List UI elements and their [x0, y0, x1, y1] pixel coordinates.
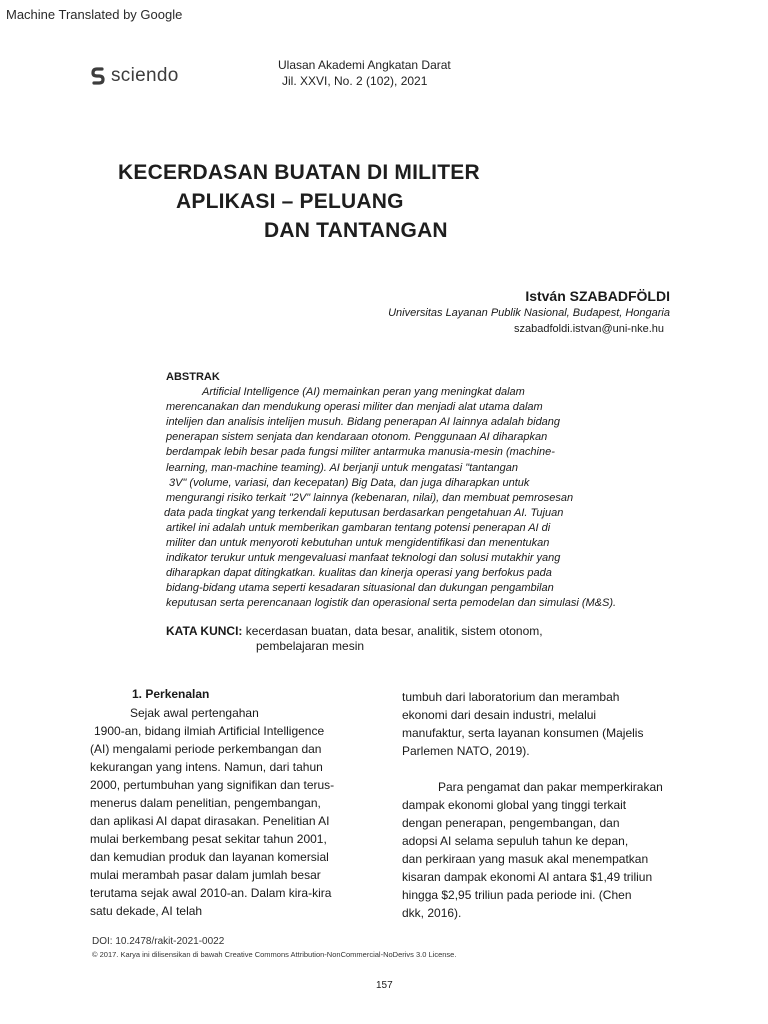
body-line: mulai berkembang pesat sekitar tahun 2001, — [90, 832, 327, 846]
body-line: menerus dalam penelitian, pengembangan, — [90, 796, 321, 810]
abstract-line: 3V" (volume, variasi, dan kecepatan) Big Data, dan juga diharapkan untuk — [169, 476, 530, 489]
abstract-line: artikel ini adalah untuk memberikan gambaran tentang potensi penerapan AI di — [166, 521, 551, 534]
doi[interactable]: DOI: 10.2478/rakit-2021-0022 — [92, 936, 225, 947]
abstract-line: bidang-bidang utama seperti kesadaran situasional dan dukungan pengambilan — [166, 582, 554, 595]
abstract-line: penerapan sistem senjata dan kendaraan otonom. Penggunaan AI diharapkan — [166, 431, 548, 444]
keywords — [166, 624, 543, 654]
body-line: adopsi AI selama sepuluh tahun ke depan, — [402, 834, 629, 848]
body-line: mulai merambah pasar dalam jumlah besar — [90, 868, 321, 882]
abstract-line: learning, man-machine teaming). AI berjanji untuk mengatasi "tantangan — [166, 461, 519, 474]
author-email[interactable]: szabadfoldi.istvan@uni-nke.hu — [514, 323, 664, 335]
page-number: 157 — [376, 980, 393, 991]
body-line: dan perkiraan yang masuk akal menempatkan — [402, 852, 649, 866]
abstract-line: diharapkan dapat ditingkatkan. kualitas dan kinerja operasi yang berfokus pada — [166, 567, 552, 580]
journal-volume: Jil. XXVI, No. 2 (102), 2021 — [282, 74, 428, 88]
abstract-heading: ABSTRAK — [166, 371, 220, 383]
keywords-list: kecerdasan buatan, data besar, analitik, sistem otonom, — [242, 624, 543, 638]
abstract-line: indikator terukur untuk mengevaluasi manfaat teknologi dan solusi mutakhir yang — [166, 552, 561, 565]
title-line-2: APLIKASI – PELUANG — [176, 190, 404, 213]
body-line: (AI) mengalami periode perkembangan dan — [90, 742, 322, 756]
body-line: Sejak awal pertengahan — [130, 706, 259, 720]
body-line: kisaran dampak ekonomi AI antara $1,49 triliun — [402, 870, 653, 884]
body-line: dkk, 2016). — [402, 906, 462, 920]
body-line: Para pengamat dan pakar memperkirakan — [438, 780, 663, 794]
body-line: dan aplikasi AI dapat dirasakan. Penelitian AI — [90, 814, 330, 828]
body-line: tumbuh dari laboratorium dan merambah — [402, 690, 620, 704]
journal-info — [278, 57, 451, 89]
author-affiliation: Universitas Layanan Publik Nasional, Budapest, Hongaria — [388, 307, 670, 319]
abstract-line: militer dan untuk menyoroti kebutuhan untuk mengidentifikasi dan menentukan — [166, 537, 550, 550]
title-line-1: KECERDASAN BUATAN DI MILITER — [118, 161, 480, 184]
abstract-line: keputusan serta perencanaan logistik dan operasional serta pemodelan dan simulasi (M&S). — [166, 597, 617, 610]
abstract-line: Artificial Intelligence (AI) memainkan peran yang meningkat dalam — [202, 386, 525, 399]
keywords-list-cont: pembelajaran mesin — [256, 639, 365, 653]
abstract-line: berdampak lebih besar pada fungsi militer antarmuka manusia-mesin (machine- — [166, 446, 555, 459]
abstract — [166, 370, 666, 612]
sciendo-logo[interactable] — [90, 65, 179, 87]
body-line: dengan penerapan, pengembangan, dan — [402, 816, 620, 830]
body-line: dampak ekonomi global yang tinggi terkait — [402, 798, 627, 812]
journal-name: Ulasan Akademi Angkatan Darat — [278, 58, 451, 72]
body-line: hingga $2,95 triliun pada periode ini. (Chen — [402, 888, 632, 902]
footer — [92, 935, 456, 961]
body-line: terutama sejak awal 2010-an. Dalam kira-kira — [90, 886, 332, 900]
left-column — [90, 685, 335, 920]
sciendo-logo-text: sciendo — [111, 65, 179, 86]
abstract-line: intelijen dan analisis intelijen musuh. Bidang penerapan AI lainnya adalah bidang — [166, 416, 561, 429]
body-line: dan kemudian produk dan layanan komersial — [90, 850, 329, 864]
license-note: © 2017. Karya ini dilisensikan di bawah Creative Commons Attribution-NonCommercial-NoDerivs 3.0 License. — [92, 950, 457, 959]
keywords-label: KATA KUNCI: — [166, 624, 243, 638]
body-line: Parlemen NATO, 2019). — [402, 744, 530, 758]
sciendo-s-icon — [90, 65, 106, 87]
body-line: 1900-an, bidang ilmiah Artificial Intelligence — [94, 724, 325, 738]
body-line: satu dekade, AI telah — [90, 904, 203, 918]
abstract-line: merencanakan dan mendukung operasi militer dan menjadi alat utama dalam — [166, 401, 543, 414]
abstract-line: data pada tingkat yang terkendali keputusan berdasarkan pengetahuan AI. Tujuan — [164, 506, 564, 519]
body-line: 2000, pertumbuhan yang signifikan dan terus- — [90, 778, 335, 792]
title-line-3: DAN TANTANGAN — [264, 219, 448, 242]
body-line: manufaktur, serta layanan konsumen (Majelis — [402, 726, 644, 740]
section-heading: 1. Perkenalan — [132, 687, 210, 701]
author-name: István SZABADFÖLDI — [525, 288, 670, 304]
right-column — [402, 688, 663, 922]
machine-translated-banner: Machine Translated by Google — [6, 7, 183, 22]
body-line: kekurangan yang intens. Namun, dari tahun — [90, 760, 323, 774]
abstract-line: mengurangi risiko terkait "2V" lainnya (kebenaran, nilai), dan membuat pemrosesan — [166, 491, 574, 504]
body-line: ekonomi dari desain industri, melalui — [402, 708, 597, 722]
